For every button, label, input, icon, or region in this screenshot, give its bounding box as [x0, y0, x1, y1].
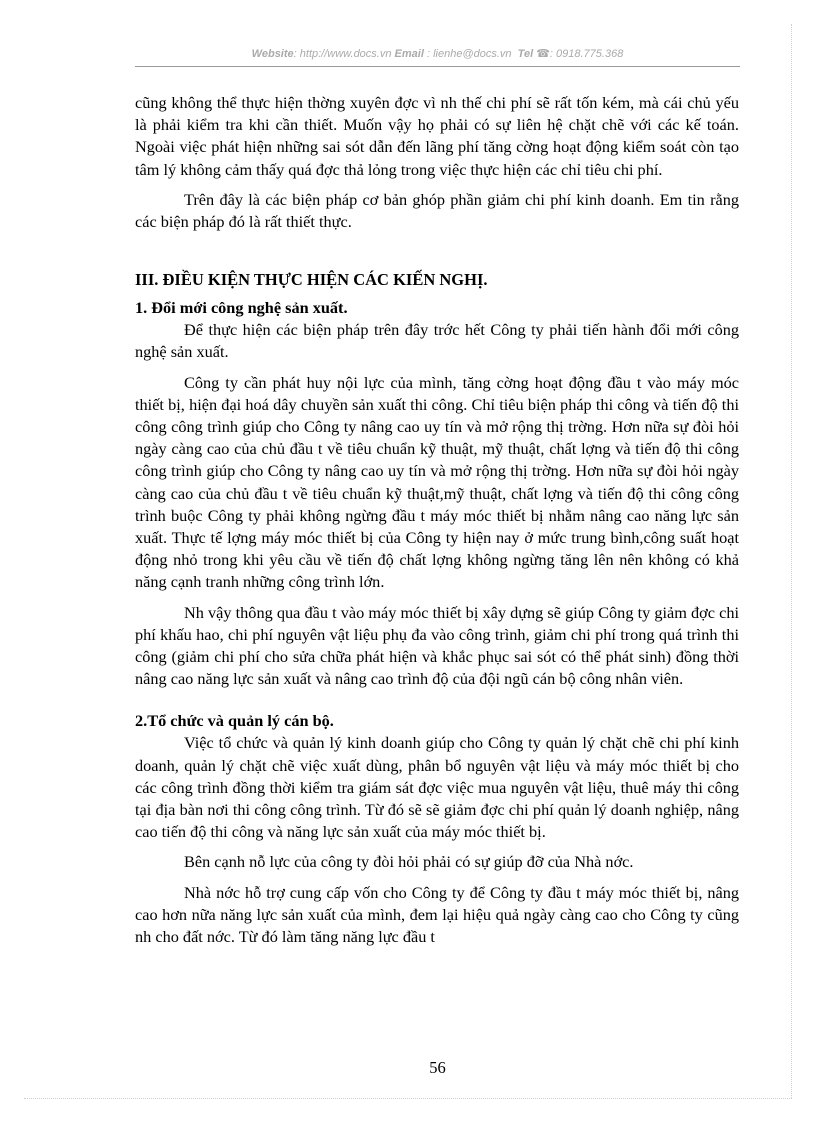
website-value: : http://www.docs.vn: [293, 48, 392, 60]
subsection-1-paragraph: Nh vậy thông qua đầu t vào máy móc thiết bị xây dựng sẽ giúp Công ty giảm đợc chi phí khấu hao, chi phí nguyên vật liệu phụ đa vào công trình, giảm chi phí trong quá trình thi công (giảm chi phí cho sửa chữa phát hiện và khắc phục sai sót có thể phát sinh) đồng thời nâng cao năng lực sản xuất và nâng cao trình độ của đội ngũ cán bộ công nhân viên.: [135, 602, 739, 689]
page-number: 56: [429, 1058, 446, 1077]
header-divider: [135, 66, 740, 67]
tel-value: ☎: 0918.775.368: [536, 48, 624, 60]
subsection-1-title: 1. Đổi mới công nghệ sản xuất.: [135, 298, 348, 318]
subsection-2-title: 2.Tổ chức và quản lý cán bộ.: [135, 711, 334, 731]
side-divider: [791, 24, 792, 1098]
section-title: III. ĐIỀU KIỆN THỰC HIỆN CÁC KIẾN NGHỊ.: [135, 270, 488, 290]
tel-label: Tel: [517, 48, 534, 60]
footer-divider: [24, 1098, 792, 1099]
subsection-2-paragraph: Việc tổ chức và quản lý kinh doanh giúp cho Công ty quản lý chặt chẽ chi phí kinh doanh, quản lý chặt chẽ việc xuất dùng, phân bổ nguyên vật liệu và máy móc thiết bị cho các công trình đồng thời kiểm tra giám sát đợc việc mua nguyên vật liệu, thuê máy thi công tại địa bàn nơi thi công công trình. Từ đó sẽ sẽ giảm đợc chi phí quản lý doanh nghiệp, nâng cao tiến độ thi công và năng lực sản xuất của máy móc thiết bị.: [135, 733, 739, 842]
document-body: [135, 92, 739, 948]
subsection-2-paragraph: Nhà nớc hỗ trợ cung cấp vốn cho Công ty để Công ty đầu t máy móc thiết bị, nâng cao hơn nữa năng lực sản xuất của mình, đem lại hiệu quả ngày càng cao cho Công ty cũng nh cho đất nớc. Từ đó làm tăng năng lực đầu t: [135, 882, 739, 947]
email-value: : lienhe@docs.vn: [423, 48, 512, 60]
subsection-1-paragraph: Để thực hiện các biện pháp trên đây trớc hết Công ty phải tiến hành đổi mới công nghệ sản xuất.: [135, 320, 739, 362]
subsection-2-paragraph: Bên cạnh nỗ lực của công ty đòi hỏi phải có sự giúp đỡ của Nhà nớc.: [184, 852, 634, 872]
website-label: Website: [251, 48, 294, 60]
paragraph-continuation: cũng không thể thực hiện thờng xuyên đợc vì nh thế chi phí sẽ rất tốn kém, mà cái chủ yếu là phải kiểm tra khi cần thiết. Muốn vậy họ phải có sự liên hệ chặt chẽ với các kế toán. Ngoài việc phát hiện những sai sót dẫn đến lãng phí tăng cờng hoạt động kiểm soát còn tạo tâm lý không cảm thấy quá đợc thả lỏng trong việc thực hiện các chỉ tiêu chi phí.: [135, 93, 739, 179]
paragraph-summary: Trên đây là các biện pháp cơ bản ghóp phần giảm chi phí kinh doanh. Em tin rằng các biện pháp đó là rất thiết thực.: [135, 189, 739, 232]
subsection-1-paragraph: Công ty cần phát huy nội lực của mình, tăng cờng hoạt động đầu t vào máy móc thiết bị, hiện đại hoá dây chuyền sản xuất thi công. Chỉ tiêu biện pháp thi công và tiến độ thi công công trình giúp cho Công ty nâng cao uy tín và mở rộng thị trờng. Hơn nữa sự đòi hỏi ngày càng cao của chủ đầu t về tiêu chuẩn kỹ thuật, mỹ thuật, chất lợng và tiến độ thi công công trình giúp cho Công ty nâng cao uy tín và mở rộng thị trờng. Hơn nữa sự đòi hỏi ngày càng cao của chủ đầu t về tiêu chuẩn kỹ thuật,mỹ thuật, chất lợng và tiến độ thi công công trình buộc Công ty phải không ngừng đầu t máy móc thiết bị nhằm nâng cao năng lực sản xuất. Thực tế lợng máy móc thiết bị của Công ty hiện nay ở mức trung bình,công suất hoạt động nhỏ trong khi yêu cầu về tiến độ chất lợng không ngừng tăng lên nên không có khả năng cạnh tranh những công trình lớn.: [135, 372, 739, 592]
page-header: [135, 47, 740, 60]
email-label: Email: [394, 48, 424, 60]
